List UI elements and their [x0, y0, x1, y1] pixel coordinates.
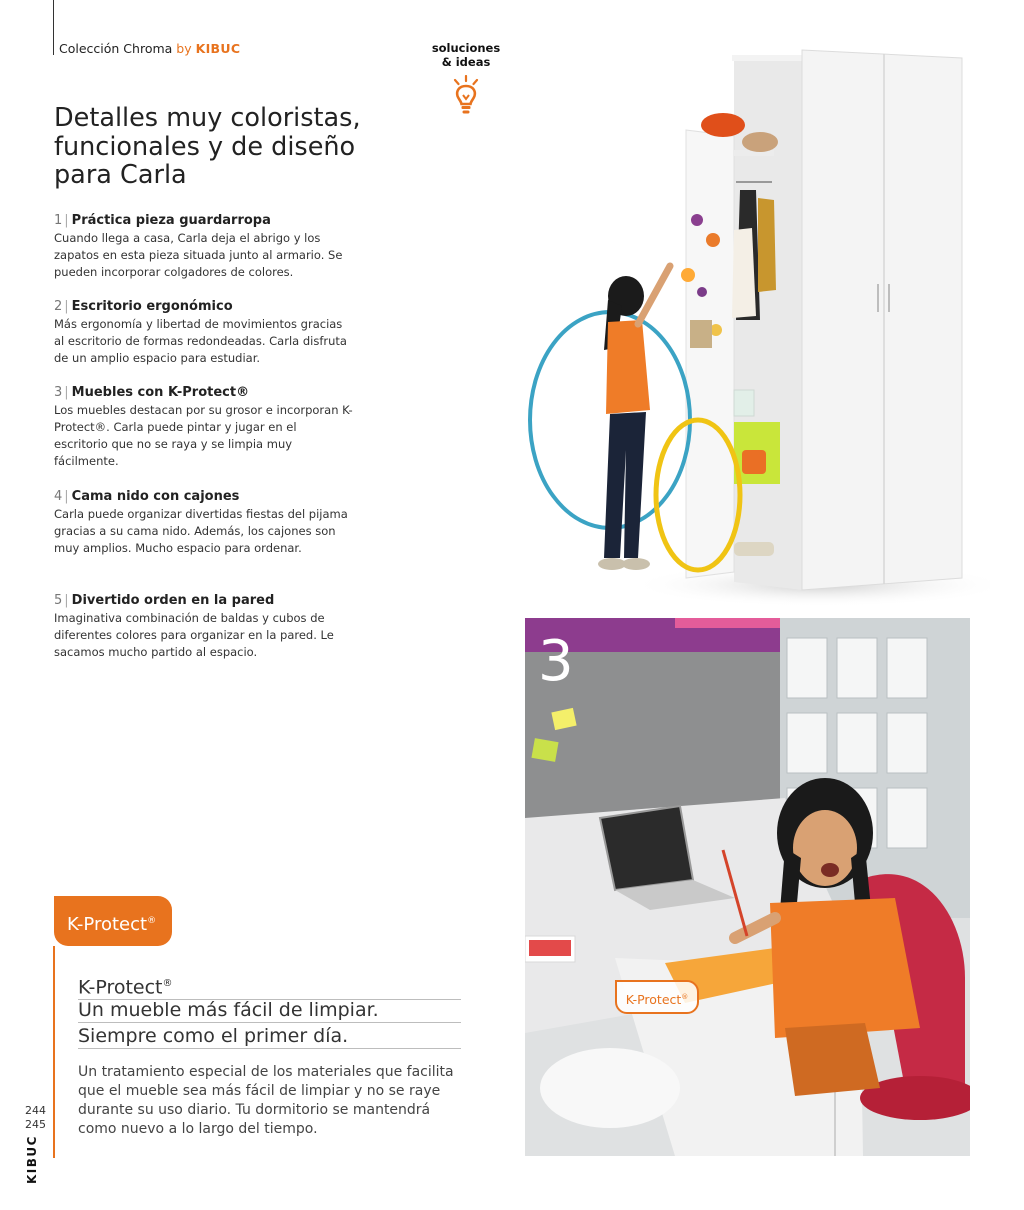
kprotect-heading-3: Siempre como el primer día.: [78, 1024, 461, 1049]
feature-number: 3: [54, 385, 63, 400]
photo-kprotect-tag: [615, 980, 699, 1014]
kprotect-heading-reg: ®: [162, 978, 173, 989]
brand-logo: KIBUC: [195, 41, 241, 56]
lightbulb-icon: [451, 75, 481, 115]
feature-number: 4: [54, 489, 63, 504]
side-brand-logo: KIBUC: [25, 1135, 39, 1184]
feature-title: Muebles con K-Protect®: [71, 385, 250, 400]
kprotect-body: Un tratamiento especial de los materiales que facilita que el mueble sea más fácil de limpiar y no se raye durante su uso diario. Tu dormitorio se mantendrá como nuevo a lo largo del tiempo.: [78, 1064, 454, 1137]
feature-number: 2: [54, 299, 63, 314]
feature-item-1: 1 | Práctica pieza guardarropa Cuando llega a casa, Carla deja el abrigo y los zapatos en esta pieza situada junto al armario. Se pueden incorporar colgadores de colores.: [54, 213, 354, 281]
feature-item-5: 5 | Divertido orden en la pared Imaginativa combinación de baldas y cubos de diferentes colores para organizar en la pared. Le sacamos mucho partido al espacio.: [54, 593, 354, 661]
feature-body: Cuando llega a casa, Carla deja el abrigo y los zapatos en esta pieza situada junto al armario. Se pueden incorporar colgadores de colores.: [54, 231, 343, 279]
feature-item-2: 2 | Escritorio ergonómico Más ergonomía y libertad de movimientos gracias al escritorio de formas redondeadas. Carla disfruta de un amplio espacio para estudiar.: [54, 299, 354, 367]
header-vertical-rule: [53, 0, 54, 55]
feature-item-3: 3 | Muebles con K-Protect® Los muebles destacan por su grosor e incorporan K-Protect®. Carla puede pintar y jugar en el escritorio que no se raya y se limpia muy fácilmente.: [54, 385, 353, 468]
kprotect-badge-reg: ®: [147, 916, 157, 926]
page-title: Detalles muy coloristas, funcionales y de diseño para Carla: [54, 103, 361, 190]
feature-title: Escritorio ergonómico: [71, 299, 233, 314]
feature-title: Práctica pieza guardarropa: [71, 213, 271, 228]
feature-body: Imaginativa combinación de baldas y cubos de diferentes colores para organizar en la pared. Le sacamos mucho partido al espacio.: [54, 611, 334, 659]
collection-name: Colección Chroma: [59, 41, 173, 56]
kprotect-heading-1: [78, 972, 461, 1000]
feature-body: Los muebles destacan por su grosor e incorporan K-Protect®. Carla puede pintar y jugar en el escritorio que no se raya y se limpia muy fácilmente.: [54, 403, 353, 468]
kprotect-heading-name: K-Protect: [78, 976, 163, 999]
feature-body: Carla puede organizar divertidas fiestas del pijama gracias a su cama nido. Además, los cajones son muy amplios. Mucho espacio para ordenar.: [54, 507, 348, 555]
feature-title: Divertido orden en la pared: [71, 593, 275, 608]
collection-label: [59, 41, 240, 56]
kprotect-heading-2: Un mueble más fácil de limpiar.: [78, 998, 461, 1023]
feature-title: Cama nido con cajones: [71, 489, 240, 504]
kprotect-accent-rule: [53, 946, 55, 1158]
feature-number: 5: [54, 593, 63, 608]
page-number-left: 244: [25, 1104, 46, 1117]
feature-number: 1: [54, 213, 63, 228]
photo-kprotect-tag-reg: ®: [681, 993, 689, 1001]
kprotect-badge-text: K-Protect: [67, 914, 148, 935]
photo-kprotect-tag-text: K-Protect: [625, 992, 682, 1008]
page-number-right: 245: [25, 1118, 46, 1131]
collection-by: by: [176, 41, 192, 56]
page-numbers: [25, 1104, 46, 1132]
kprotect-badge: [54, 896, 172, 946]
solutions-label: [420, 41, 512, 69]
feature-body: Más ergonomía y libertad de movimientos gracias al escritorio de formas redondeadas. Carla disfruta de un amplio espacio para estudiar.: [54, 317, 347, 365]
solutions-line1: soluciones: [431, 41, 501, 55]
feature-item-4: 4 | Cama nido con cajones Carla puede organizar divertidas fiestas del pijama gracias a su cama nido. Además, los cajones son muy amplios. Mucho espacio para ordenar.: [54, 489, 354, 557]
photo-callout-number: 3: [538, 629, 574, 694]
desk-photo: [525, 618, 970, 1156]
wardrobe-photo: [520, 30, 990, 610]
solutions-line2: & ideas: [441, 55, 491, 69]
